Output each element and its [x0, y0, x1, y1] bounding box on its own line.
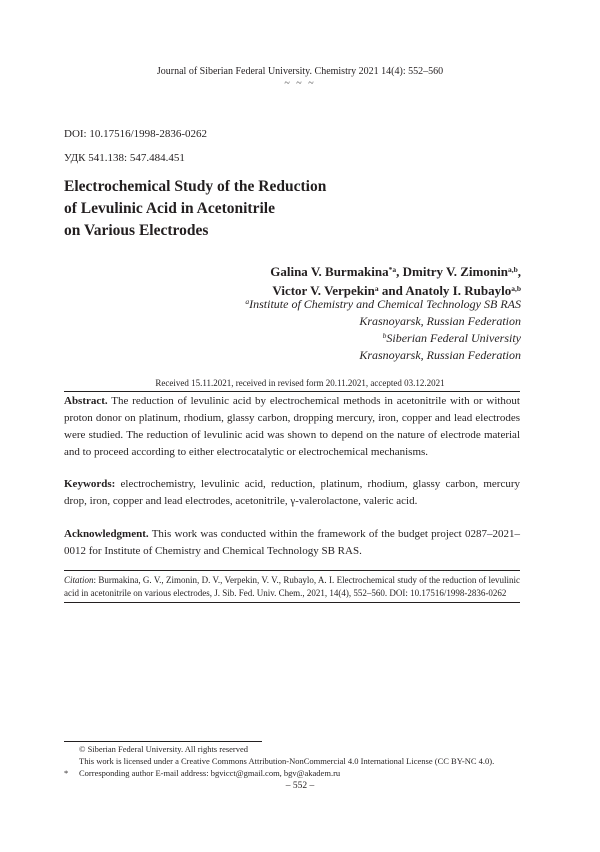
author-and: and — [378, 283, 406, 298]
citation-top-rule — [64, 570, 520, 571]
authors-line-1 — [101, 262, 521, 281]
acknowledgment-label: Acknowledgment. — [64, 528, 149, 540]
abstract-label: Abstract. — [64, 395, 108, 407]
received-dates: Received 15.11.2021, received in revised form 20.11.2021, accepted 03.12.2021 — [155, 378, 445, 388]
abstract-top-rule — [64, 391, 520, 392]
title-line-2: of Levulinic Acid in Acetonitrile — [64, 200, 275, 217]
journal-header: Journal of Siberian Federal University. Chemistry 2021 14(4): 552–560 — [156, 66, 444, 77]
keywords — [64, 476, 520, 510]
author-name: Galina V. Burmakina — [270, 264, 389, 279]
affiliation-b-city: Krasnoyarsk, Russian Federation — [359, 348, 521, 362]
author-name: Anatoly I. Rubaylo — [405, 283, 512, 298]
article-title — [64, 176, 464, 242]
acknowledgment — [64, 526, 520, 560]
affiliation-university: Siberian Federal University — [386, 331, 521, 345]
keywords-label: Keywords: — [64, 478, 116, 490]
footnote-rule — [64, 741, 262, 742]
author-name: Dmitry V. Zimonin — [402, 264, 508, 279]
author-separator: , — [396, 264, 403, 279]
corresponding-author-note: Corresponding author E-mail address: bgvicct@gmail.com, bgv@akadem.ru — [79, 768, 341, 778]
footnote-star: * — [64, 768, 69, 778]
citation-bottom-rule — [64, 602, 520, 603]
copyright-note: © Siberian Federal University. All rights reserved — [79, 744, 249, 754]
author-name: Victor V. Verpekin — [272, 283, 375, 298]
affiliations — [101, 296, 521, 364]
author-affiliation-mark: a — [374, 284, 379, 293]
abstract-text: The reduction of levulinic acid by electrochemical methods in acetonitrile with or without proton donor on platinum, rhodium, glassy carbon, dropping mercury, iron, copper and lead electrodes were studied. The reduction of levulinic acid was shown to depend on the nature of electrode material and to proceed according to either electrocatalytic or electrochemical mechanisms. — [64, 395, 520, 458]
page-number: – 552 – — [285, 781, 315, 791]
author-affiliation-mark: a,b — [511, 284, 521, 293]
license-note: This work is licensed under a Creative Commons Attribution-NonCommercial 4.0 International License (CC BY-NC 4.0). — [79, 756, 495, 766]
abstract — [64, 393, 520, 461]
citation-text: : Burmakina, G. V., Zimonin, D. V., Verpekin, V. V., Rubaylo, A. I. Electrochemical study of the reduction of levulinic acid in acetonitrile on various electrodes, J. Sib. Fed. Univ. Chem., 2021, 14(4), 552–560. DOI: 10.17516/1998-2836-0262 — [64, 575, 520, 598]
affiliation-mark: b — [382, 331, 387, 340]
title-line-3: on Various Electrodes — [64, 222, 209, 239]
udk-code: УДК 541.138: 547.484.451 — [64, 152, 185, 164]
author-list — [101, 262, 521, 300]
author-affiliation-mark: a,b — [507, 265, 518, 274]
acknowledgment-text: This work was conducted within the framework of the budget project 0287–2021–0012 for Institute of Chemistry and Chemical Technology SB RAS. — [64, 528, 520, 557]
affiliation-b — [101, 330, 521, 347]
title-line-1: Electrochemical Study of the Reduction — [64, 178, 327, 195]
doi: DOI: 10.17516/1998-2836-0262 — [64, 128, 207, 140]
header-separator: ~ ~ ~ — [284, 78, 316, 89]
author-affiliation-mark: *a — [388, 265, 397, 274]
citation — [64, 574, 520, 599]
affiliation-mark: a — [245, 297, 250, 306]
author-separator: , — [517, 264, 521, 279]
citation-label: Citation — [64, 575, 94, 585]
keywords-text: electrochemistry, levulinic acid, reduction, platinum, rhodium, glassy carbon, mercury drop, iron, copper and lead electrodes, acetonitrile, γ-valerolactone, valeric acid. — [64, 478, 520, 507]
affiliation-institute: Institute of Chemistry and Chemical Technology SB RAS — [249, 297, 521, 311]
affiliation-a-city: Krasnoyarsk, Russian Federation — [359, 314, 521, 328]
affiliation-a — [101, 296, 521, 313]
